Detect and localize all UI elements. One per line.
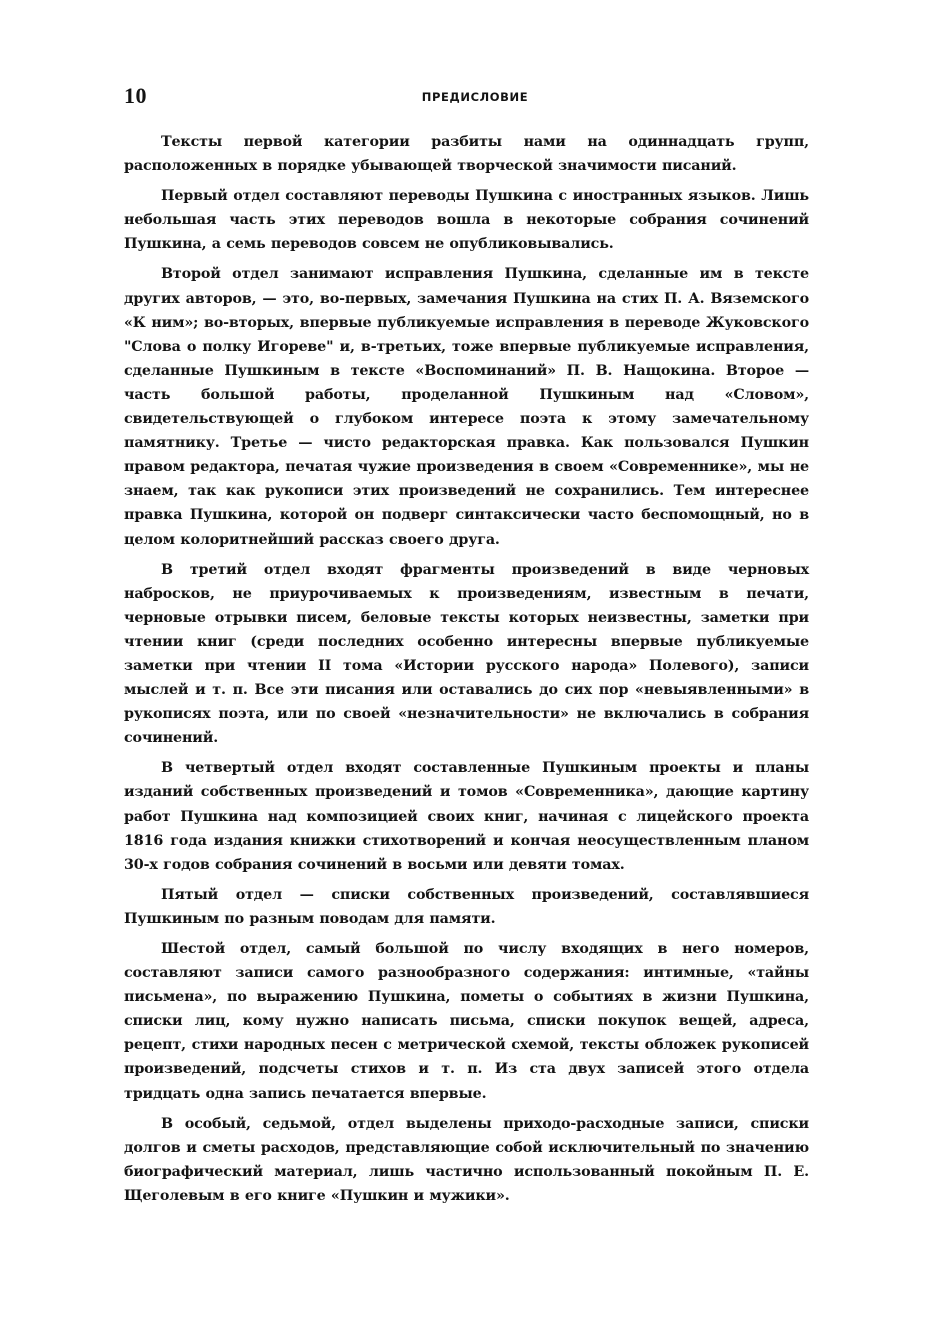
paragraph-fifth-section: Пятый отдел — списки собственных произведений, составлявшиеся Пушкиным по разным поводам для памяти.	[124, 886, 809, 927]
body-text	[124, 130, 809, 1214]
paragraph-categories: Тексты первой категории разбиты нами на одиннадцать групп, расположенных в порядке убывающей творческой значимости писаний.	[124, 134, 809, 175]
running-title: ПРЕДИСЛОВИЕ	[421, 90, 529, 104]
paragraph-third-section: В третий отдел входят фрагменты произведений в виде черновых набросков, не приурочиваемых к произведениям, известным в печати, черновые отрывки писем, беловые тексты которых неизвестны, заметки при чтении книг (среди последних особенно интересны впервые публикуемые заметки при чтении II тома «Истории русского народа» Полевого), записи мыслей и т. п. Все эти писания или оставались до сих пор «невыявленными» в рукописях поэта, или по своей «незначительности» не включались в собрания сочинений.	[124, 561, 809, 747]
paragraph-first-section: Первый отдел составляют переводы Пушкина с иностранных языков. Лишь небольшая часть этих переводов вошла в некоторые собрания сочинений Пушкина, а семь переводов совсем не опубликовывались.	[124, 188, 809, 253]
paragraph-seventh-section: В особый, седьмой, отдел выделены приходо-расходные записи, списки долгов и сметы расходов, представляющие собой исключительный по значению биографический материал, лишь частично использованный покойным П. Е. Щеголевым в его книге «Пушкин и мужики».	[124, 1115, 809, 1204]
paragraph-sixth-section: Шестой отдел, самый большой по числу входящих в него номеров, составляют записи самого разнообразного содержания: интимные, «тайны письмена», по выражению Пушкина, пометы о событиях в жизни Пушкина, списки лиц, кому нужно написать письма, списки покупок вещей, адреса, рецепт, стихи народных песен с метрической схемой, тексты обложек рукописей произведений, подсчеты стихов и т. п. Из ста двух записей этого отдела тридцать одна запись печатается впервые.	[124, 941, 809, 1102]
paragraph-second-section: Второй отдел занимают исправления Пушкина, сделанные им в тексте других авторов, — это, во-первых, замечания Пушкина на стих П. А. Вяземского «К ним»; во-вторых, впервые публикуемые исправления в переводе Жуковского "Слова о полку Игореве" и, в-третьих, тоже впервые публикуемые исправления, сделанные Пушкиным в тексте «Воспоминаний» П. В. Нащокина. Второе — часть большой работы, проделанной Пушкиным над «Словом», свидетельствующей о глубоком интересе поэта к этому замечательному памятнику. Третье — чисто редакторская правка. Как пользовался Пушкин правом редактора, печатая чужие произведения в своем «Современнике», мы не знаем, так как рукописи этих произведений не сохранились. Тем интереснее правка Пушкина, которой он подверг синтаксически часто беспомощный, но в целом колоритнейший рассказ своего друга.	[124, 266, 809, 548]
page-number: 10	[124, 83, 147, 108]
paragraph-fourth-section: В четвертый отдел входят составленные Пушкиным проекты и планы изданий собственных произведений и томов «Современника», дающие картину работ Пушкина над композицией своих книг, начиная с лицейского проекта 1816 года издания книжки стихотворений и кончая неосуществленным планом 30-х годов собрания сочинений в восьми или девяти томах.	[124, 760, 809, 873]
